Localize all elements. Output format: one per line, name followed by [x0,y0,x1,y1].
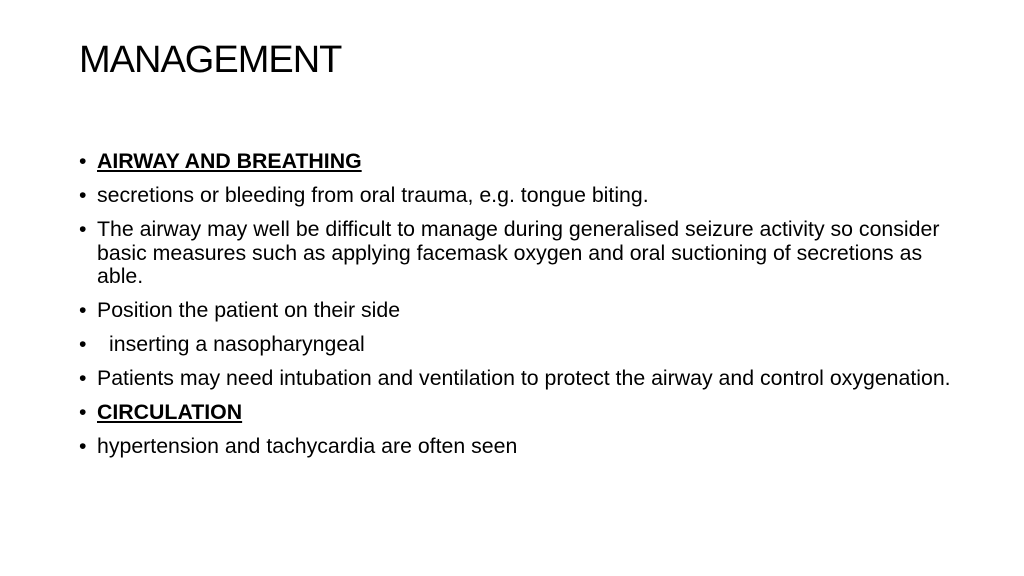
circulation-heading: CIRCULATION [97,400,243,424]
bullet-text: hypertension and tachycardia are often seen [97,434,518,458]
bullet-icon: • [79,183,87,207]
bullet-icon: • [79,149,87,173]
bullet-text: inserting a nasopharyngeal [109,332,365,356]
bullet-icon: • [79,332,87,356]
bullet-text: Position the patient on their side [97,298,401,322]
bullet-icon: • [79,217,87,241]
bullet-list [79,150,959,469]
bullet-item [79,435,959,459]
bullet-icon: • [79,434,87,458]
bullet-item [79,218,959,289]
bullet-text: The airway may well be difficult to manage during generalised seizure activity so consider basic measures such as applying facemask oxygen and oral suctioning of secretions as able. [97,217,940,288]
bullet-item [79,150,959,174]
bullet-item [79,299,959,323]
bullet-item [79,184,959,208]
bullet-item [79,401,959,425]
bullet-text: Patients may need intubation and ventilation to protect the airway and control oxygenation. [97,366,951,390]
bullet-text: secretions or bleeding from oral trauma, e.g. tongue biting. [97,183,649,207]
slide-title: MANAGEMENT [79,39,342,81]
bullet-icon: • [79,366,87,390]
bullet-icon: • [79,400,87,424]
airway-breathing-heading: AIRWAY AND BREATHING [97,149,362,173]
bullet-icon: • [79,298,87,322]
bullet-item [79,367,959,391]
bullet-item [79,333,959,357]
